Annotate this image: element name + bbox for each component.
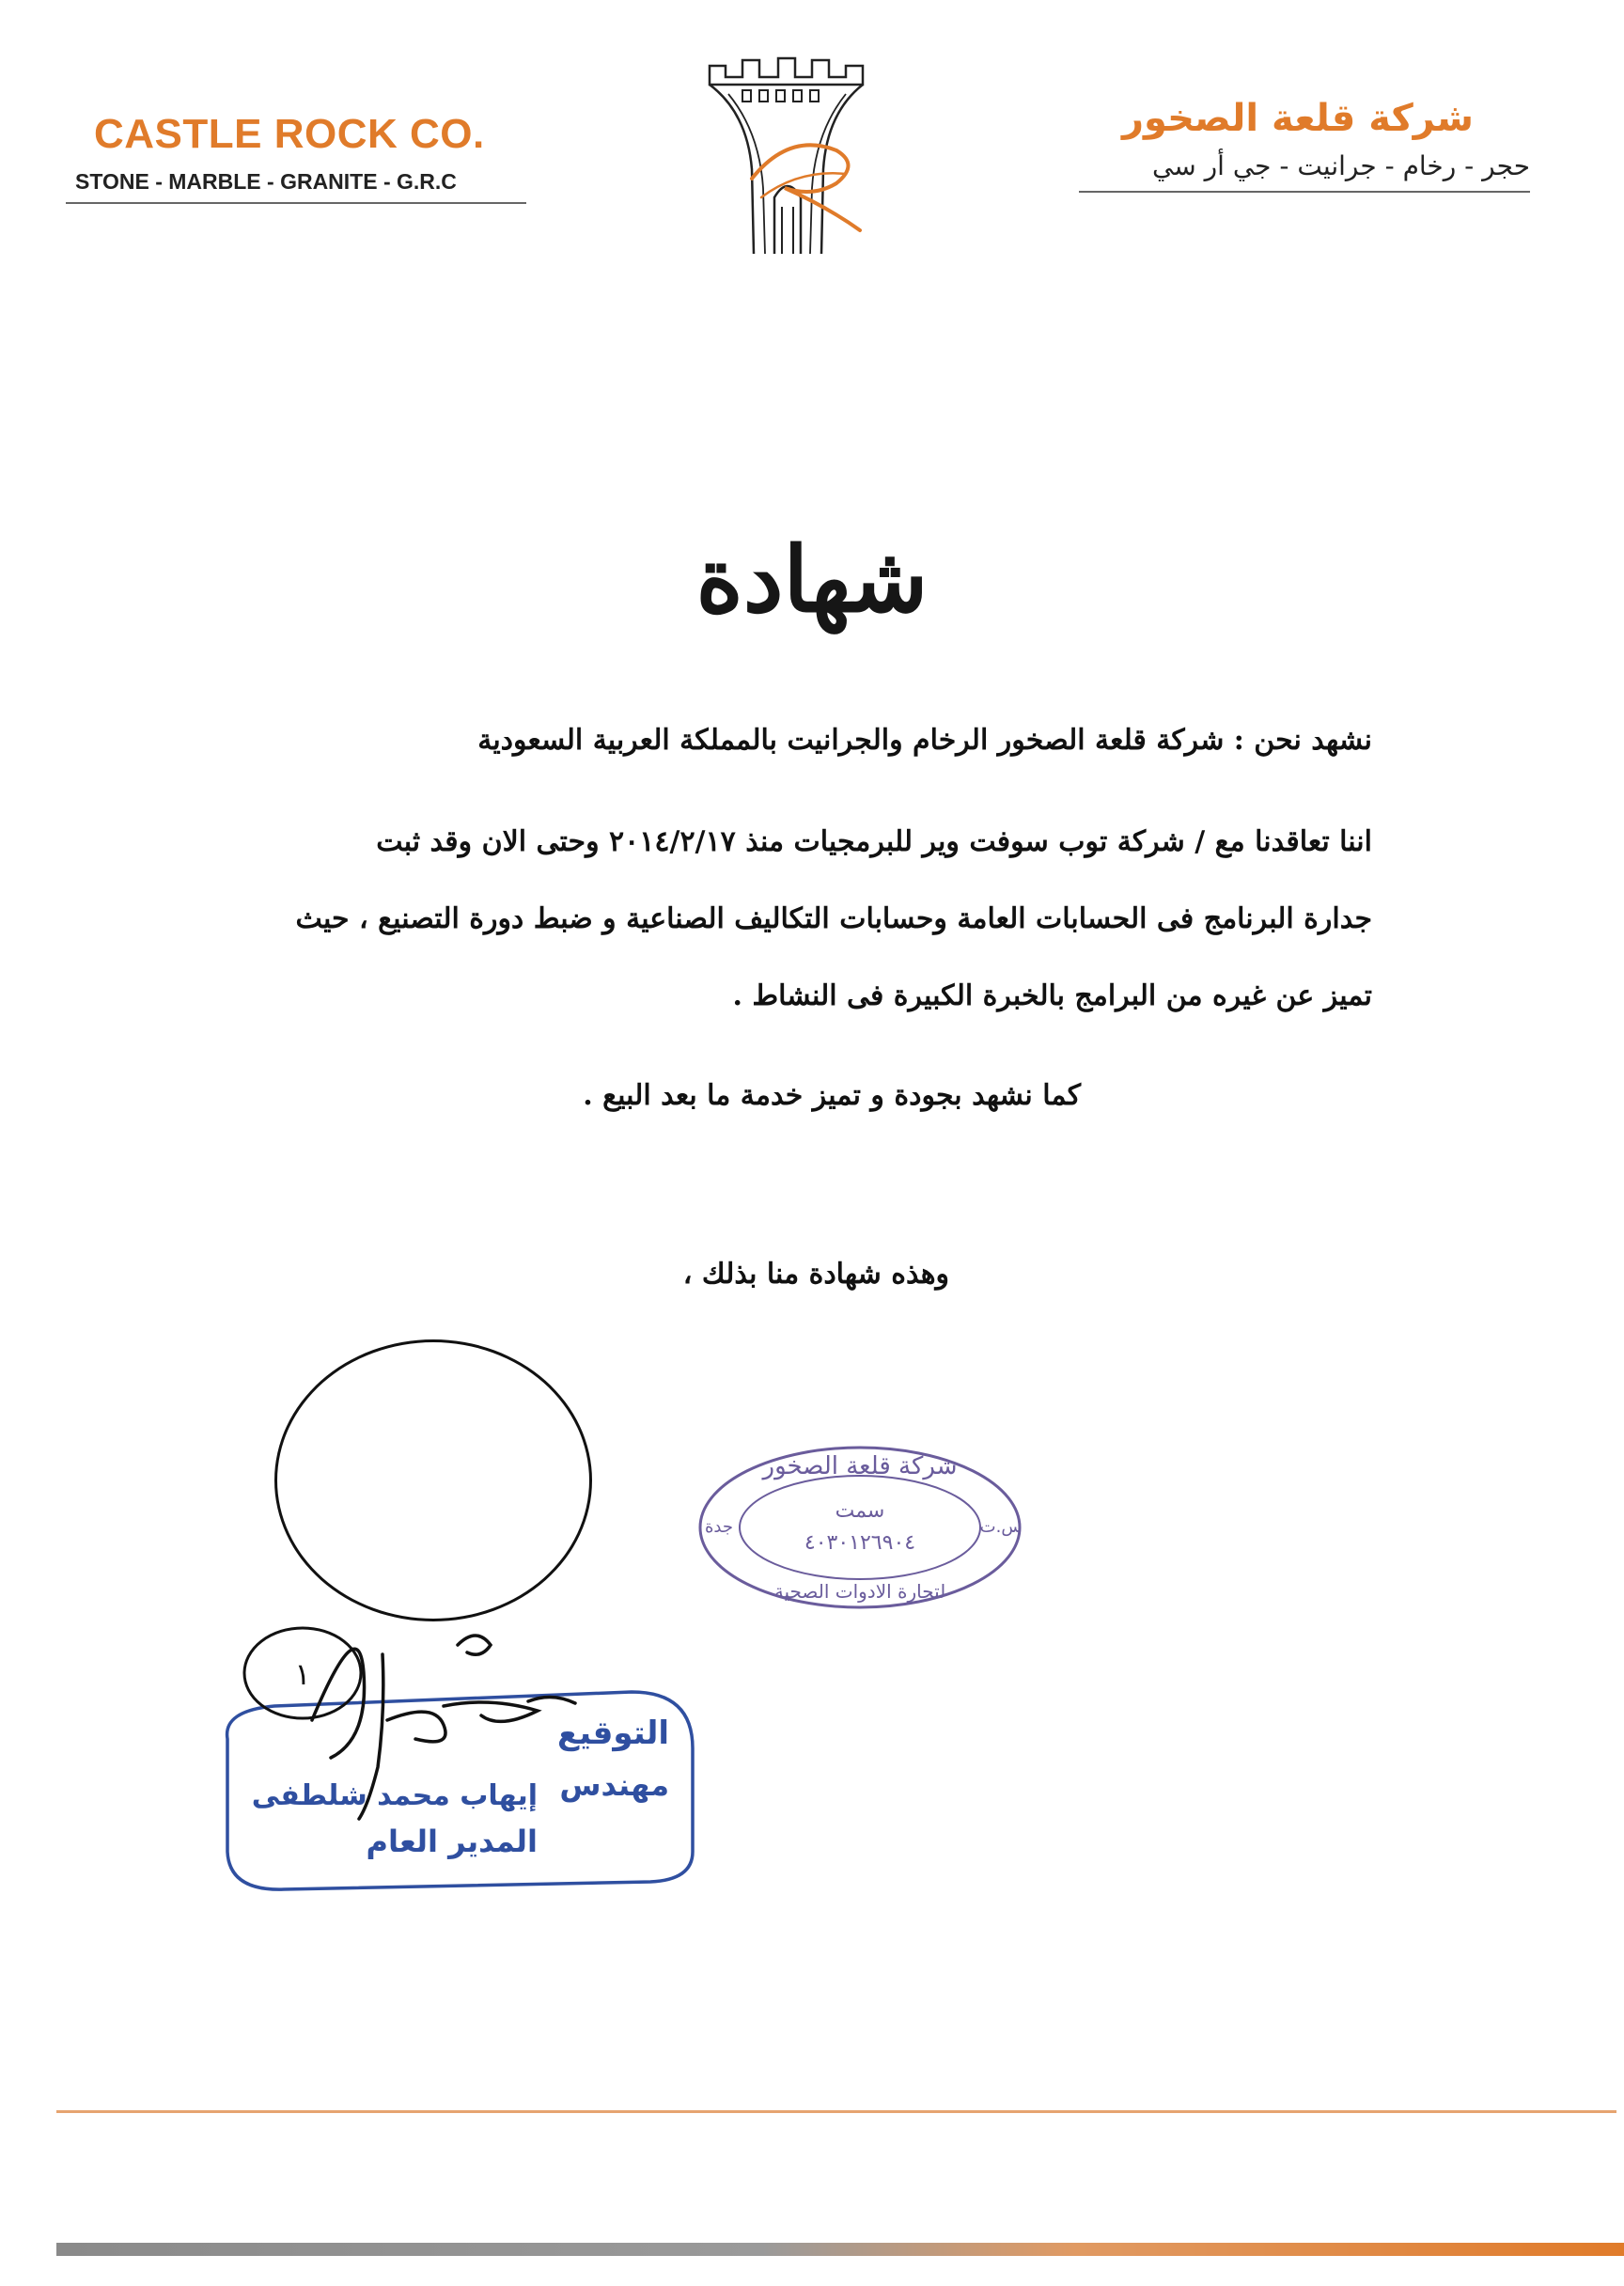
text-line: نشهد نحن : شركة قلعة الصخور الرخام والجرانيت بالمملكة العربية السعودية xyxy=(477,724,1372,757)
seal-line-1: شركة قلعة الصخور xyxy=(762,1452,958,1480)
seal-line-2: سمت xyxy=(835,1499,885,1523)
paragraph-3: كما نشهد بجودة و تميز خدمة ما بعد البيع . xyxy=(583,1079,1081,1112)
certificate-body xyxy=(295,719,1372,1118)
seal-line-3: ٤٠٣٠١٢٦٩٠٤ xyxy=(804,1531,916,1555)
seal-right-label: س.ت xyxy=(979,1517,1023,1537)
stamp-signature-label: التوقيع xyxy=(557,1714,669,1752)
footer-color-band xyxy=(56,2243,1624,2256)
stamp-title: مهندس xyxy=(559,1767,669,1803)
text-line: تميز عن غيره من البرامج بالخبرة الكبيرة فى النشاط . xyxy=(732,979,1372,1012)
stamp-mark-number: ١ xyxy=(294,1656,311,1692)
seal-line-4: لتجارة الادوات الصحية xyxy=(773,1580,946,1603)
stamp-position: المدير العام xyxy=(366,1824,538,1859)
closing-line: وهذه شهادة منا بذلك ، xyxy=(682,1258,949,1291)
brand-english xyxy=(66,111,536,204)
text-line: جدارة البرنامج فى الحسابات العامة وحسابات التكاليف الصناعية و ضبط دورة التصنيع ، حيث xyxy=(295,902,1372,935)
page-title: شهادة xyxy=(695,526,929,633)
castle-tower-icon xyxy=(695,56,902,273)
paragraph-2 xyxy=(295,804,1372,1035)
footer-divider xyxy=(56,2110,1616,2113)
stamp-name: إيهاب محمد شلطفى xyxy=(251,1779,538,1812)
paragraph-1 xyxy=(432,719,1372,762)
signature-stamp xyxy=(218,1617,707,1899)
tagline-en: STONE - MARBLE - GRANITE - G.R.C xyxy=(66,169,526,204)
company-name-en: CASTLE ROCK CO. xyxy=(94,111,485,157)
company-name-ar: شركة قلعة الصخور xyxy=(1121,97,1474,140)
photo-placeholder-circle xyxy=(274,1339,592,1621)
company-seal-stamp xyxy=(691,1438,1029,1617)
seal-left-label: جدة xyxy=(704,1517,734,1537)
text-line: اننا تعاقدنا مع / شركة توب سوفت وير للبرمجيات منذ ٢٠١٤/٢/١٧ وحتى الان وقد ثبت xyxy=(376,825,1372,858)
tagline-ar: حجر - رخام - جرانيت - جي أر سي xyxy=(1079,150,1530,193)
brand-arabic xyxy=(1079,94,1530,193)
